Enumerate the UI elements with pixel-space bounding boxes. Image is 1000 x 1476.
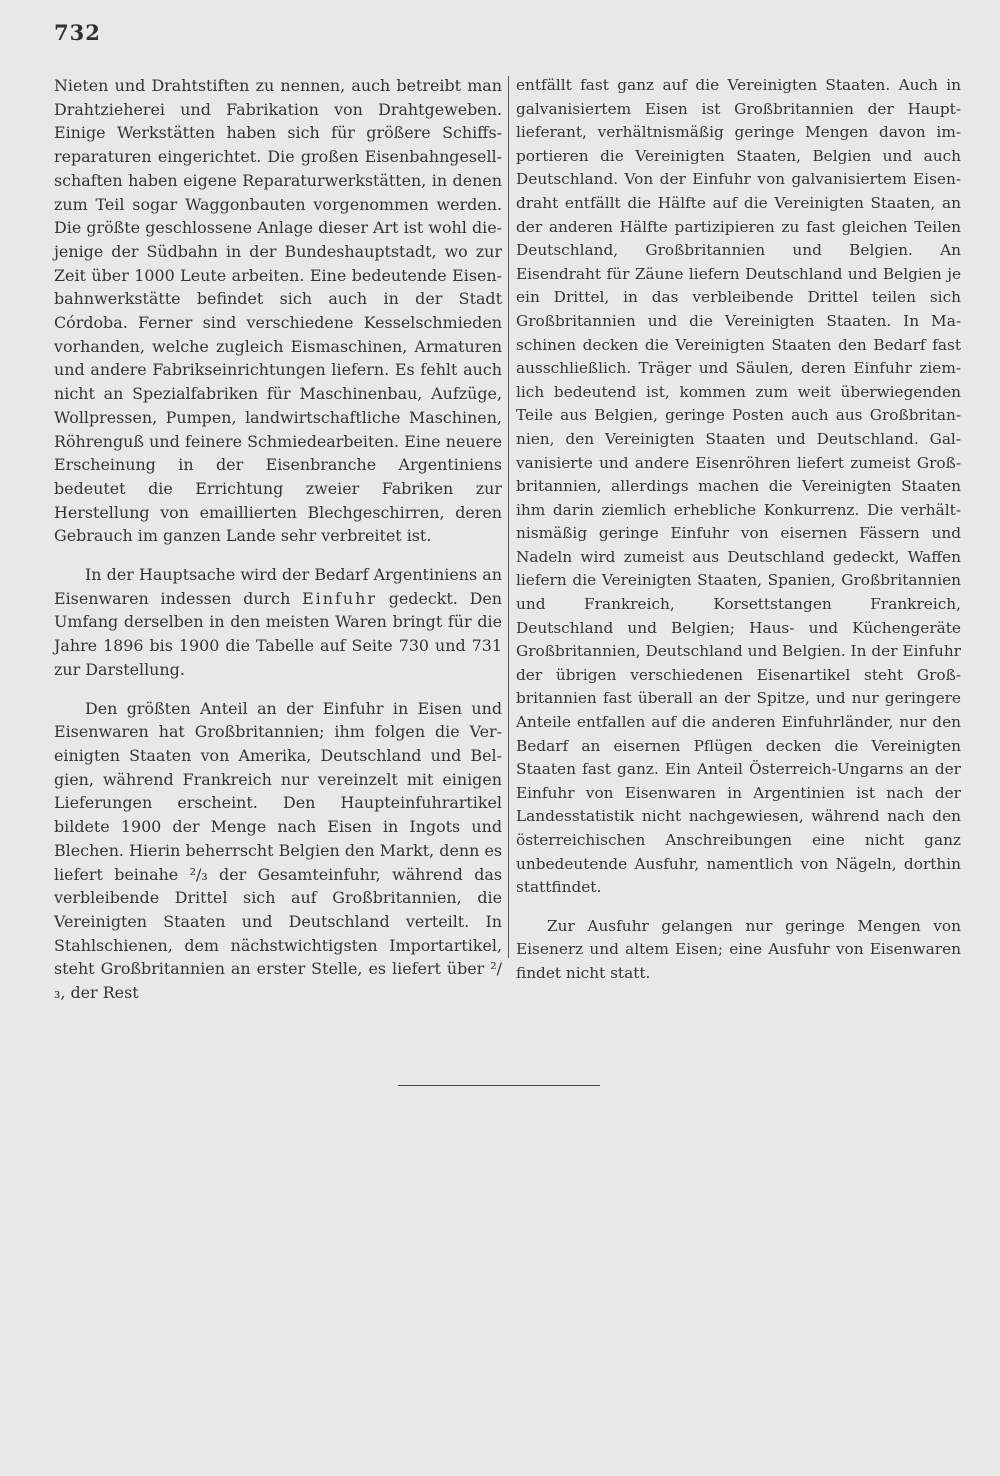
paragraph-continuation: Nieten und Drahtstiften zu nennen, auch betreibt man Drahtzieherei und Fabrikation von Drahtgeweben. Einige Werkstätten haben sich für größere Schiffsreparaturen eingerichtet. Die großen Eisenbahngesellschaften haben eigene Reparaturwerkstätten, in denen zum Teil sogar Waggonbauten vorgenommen werden. Die größte geschlossene Anlage dieser Art ist wohl diejenige der Südbahn in der Bundeshauptstadt, wo zur Zeit über 1000 Leute arbeiten. Eine bedeutende Eisenbahnwerkstätte befindet sich auch in der Stadt Córdoba. Ferner sind verschiedene Kesselschmieden vorhanden, welche zugleich Eismaschinen, Armaturen und andere Fabrikseinrichtungen liefern. Es fehlt auch nicht an Spezialfabriken für Maschinenbau, Aufzüge, Wollpressen, Pumpen, landwirtschaftliche Maschinen, Röhrenguß und feinere Schmiedearbeiten. Eine neuere Erscheinung in der Eisenbranche Argentiniens bedeutet die Errichtung zweier Fabriken zur Herstellung von emaillierten Blechgeschirren, deren Gebrauch im ganzen Lande sehr verbreitet ist.	[54, 76, 502, 546]
section-end-rule	[398, 1085, 600, 1086]
paragraph-import-intro-start: In der Hauptsache wird der Bedarf Argentiniens an Eisenwaren indessen durch	[54, 565, 502, 608]
column-divider	[508, 76, 509, 958]
right-column	[516, 74, 961, 986]
page-number: 732	[54, 20, 101, 45]
paragraph-export: Zur Ausfuhr gelangen nur geringe Mengen von Eisenerz und altem Eisen; eine Ausfuhr von Eisenwaren findet nicht statt.	[516, 916, 961, 982]
paragraph-import-shares: Den größten Anteil an der Einfuhr in Eisen und Eisenwaren hat Großbritannien; ihm folgen die Vereinigten Staaten von Amerika, Deutschland und Belgien, während Frankreich nur vereinzelt mit einigen Lieferungen erscheint. Den Haupteinfuhrartikel bildete 1900 der Menge nach Eisen in Ingots und Blechen. Hierin beherrscht Belgien den Markt, denn es liefert beinahe ²/₃ der Gesamteinfuhr, während das verbleibende Drittel sich auf Großbritannien, die Vereinigten Staaten und Deutschland verteilt. In Stahlschienen, dem nächstwichtigsten Importartikel, steht Großbritannien an erster Stelle, es liefert über ²/₃, der Rest	[54, 698, 502, 1003]
left-column	[54, 74, 502, 1005]
paragraph-import-details: entfällt fast ganz auf die Vereinigten Staaten. Auch in galvanisiertem Eisen ist Großbritannien der Hauptlieferant, verhältnismäßig geringe Mengen davon importieren die Vereinigten Staaten, Belgien und auch Deutschland. Von der Einfuhr von galvanisiertem Eisendraht entfällt die Hälfte auf die Vereinigten Staaten, an der anderen Hälfte partizipieren zu fast gleichen Teilen Deutschland, Großbritannien und Belgien. An Eisendraht für Zäune liefern Deutschland und Belgien je ein Drittel, in das verbleibende Drittel teilen sich Großbritannien und die Vereinigten Staaten. In Maschinen decken die Vereinigten Staaten den Bedarf fast ausschließlich. Träger und Säulen, deren Einfuhr ziemlich bedeutend ist, kommen zum weit überwiegenden Teile aus Belgien, geringe Posten auch aus Großbritannien, den Vereinigten Staaten und Deutschland. Galvanisierte und andere Eisenröhren liefert zumeist Großbritannien, allerdings machen die Vereinigten Staaten ihm darin ziemlich erhebliche Konkurrenz. Die verhältnismäßig geringe Einfuhr von eisernen Fässern und Nadeln wird zumeist aus Deutschland gedeckt, Waffen liefern die Vereinigten Staaten, Spanien, Großbritannien und Frankreich, Korsettstangen Frankreich, Deutschland und Belgien; Haus- und Küchengeräte Großbritannien, Deutschland und Belgien. In der Einfuhr der übrigen verschiedenen Eisenartikel steht Großbritannien fast überall an der Spitze, und nur geringere Anteile entfallen auf die anderen Einfuhrländer, nur den Bedarf an eisernen Pflügen decken die Vereinigten Staaten fast ganz. Ein Anteil Österreich-Ungarns an der Einfuhr von Eisenwaren in Argentinien ist nach der Landesstatistik nicht nachgewiesen, während nach den österreichischen Anschreibungen eine nicht ganz unbedeutende Ausfuhr, namentlich von Nägeln, dorthin stattfindet.	[516, 76, 961, 897]
paragraph-import-intro	[54, 563, 502, 682]
paragraph-import-intro-end: gedeckt. Den Umfang derselben in den meisten Waren bringt für die Jahre 1896 bis 1900 die Tabelle auf Seite 730 und 731 zur Darstellung.	[54, 588, 502, 679]
emphasized-term-einfuhr: Einfuhr	[302, 588, 377, 608]
